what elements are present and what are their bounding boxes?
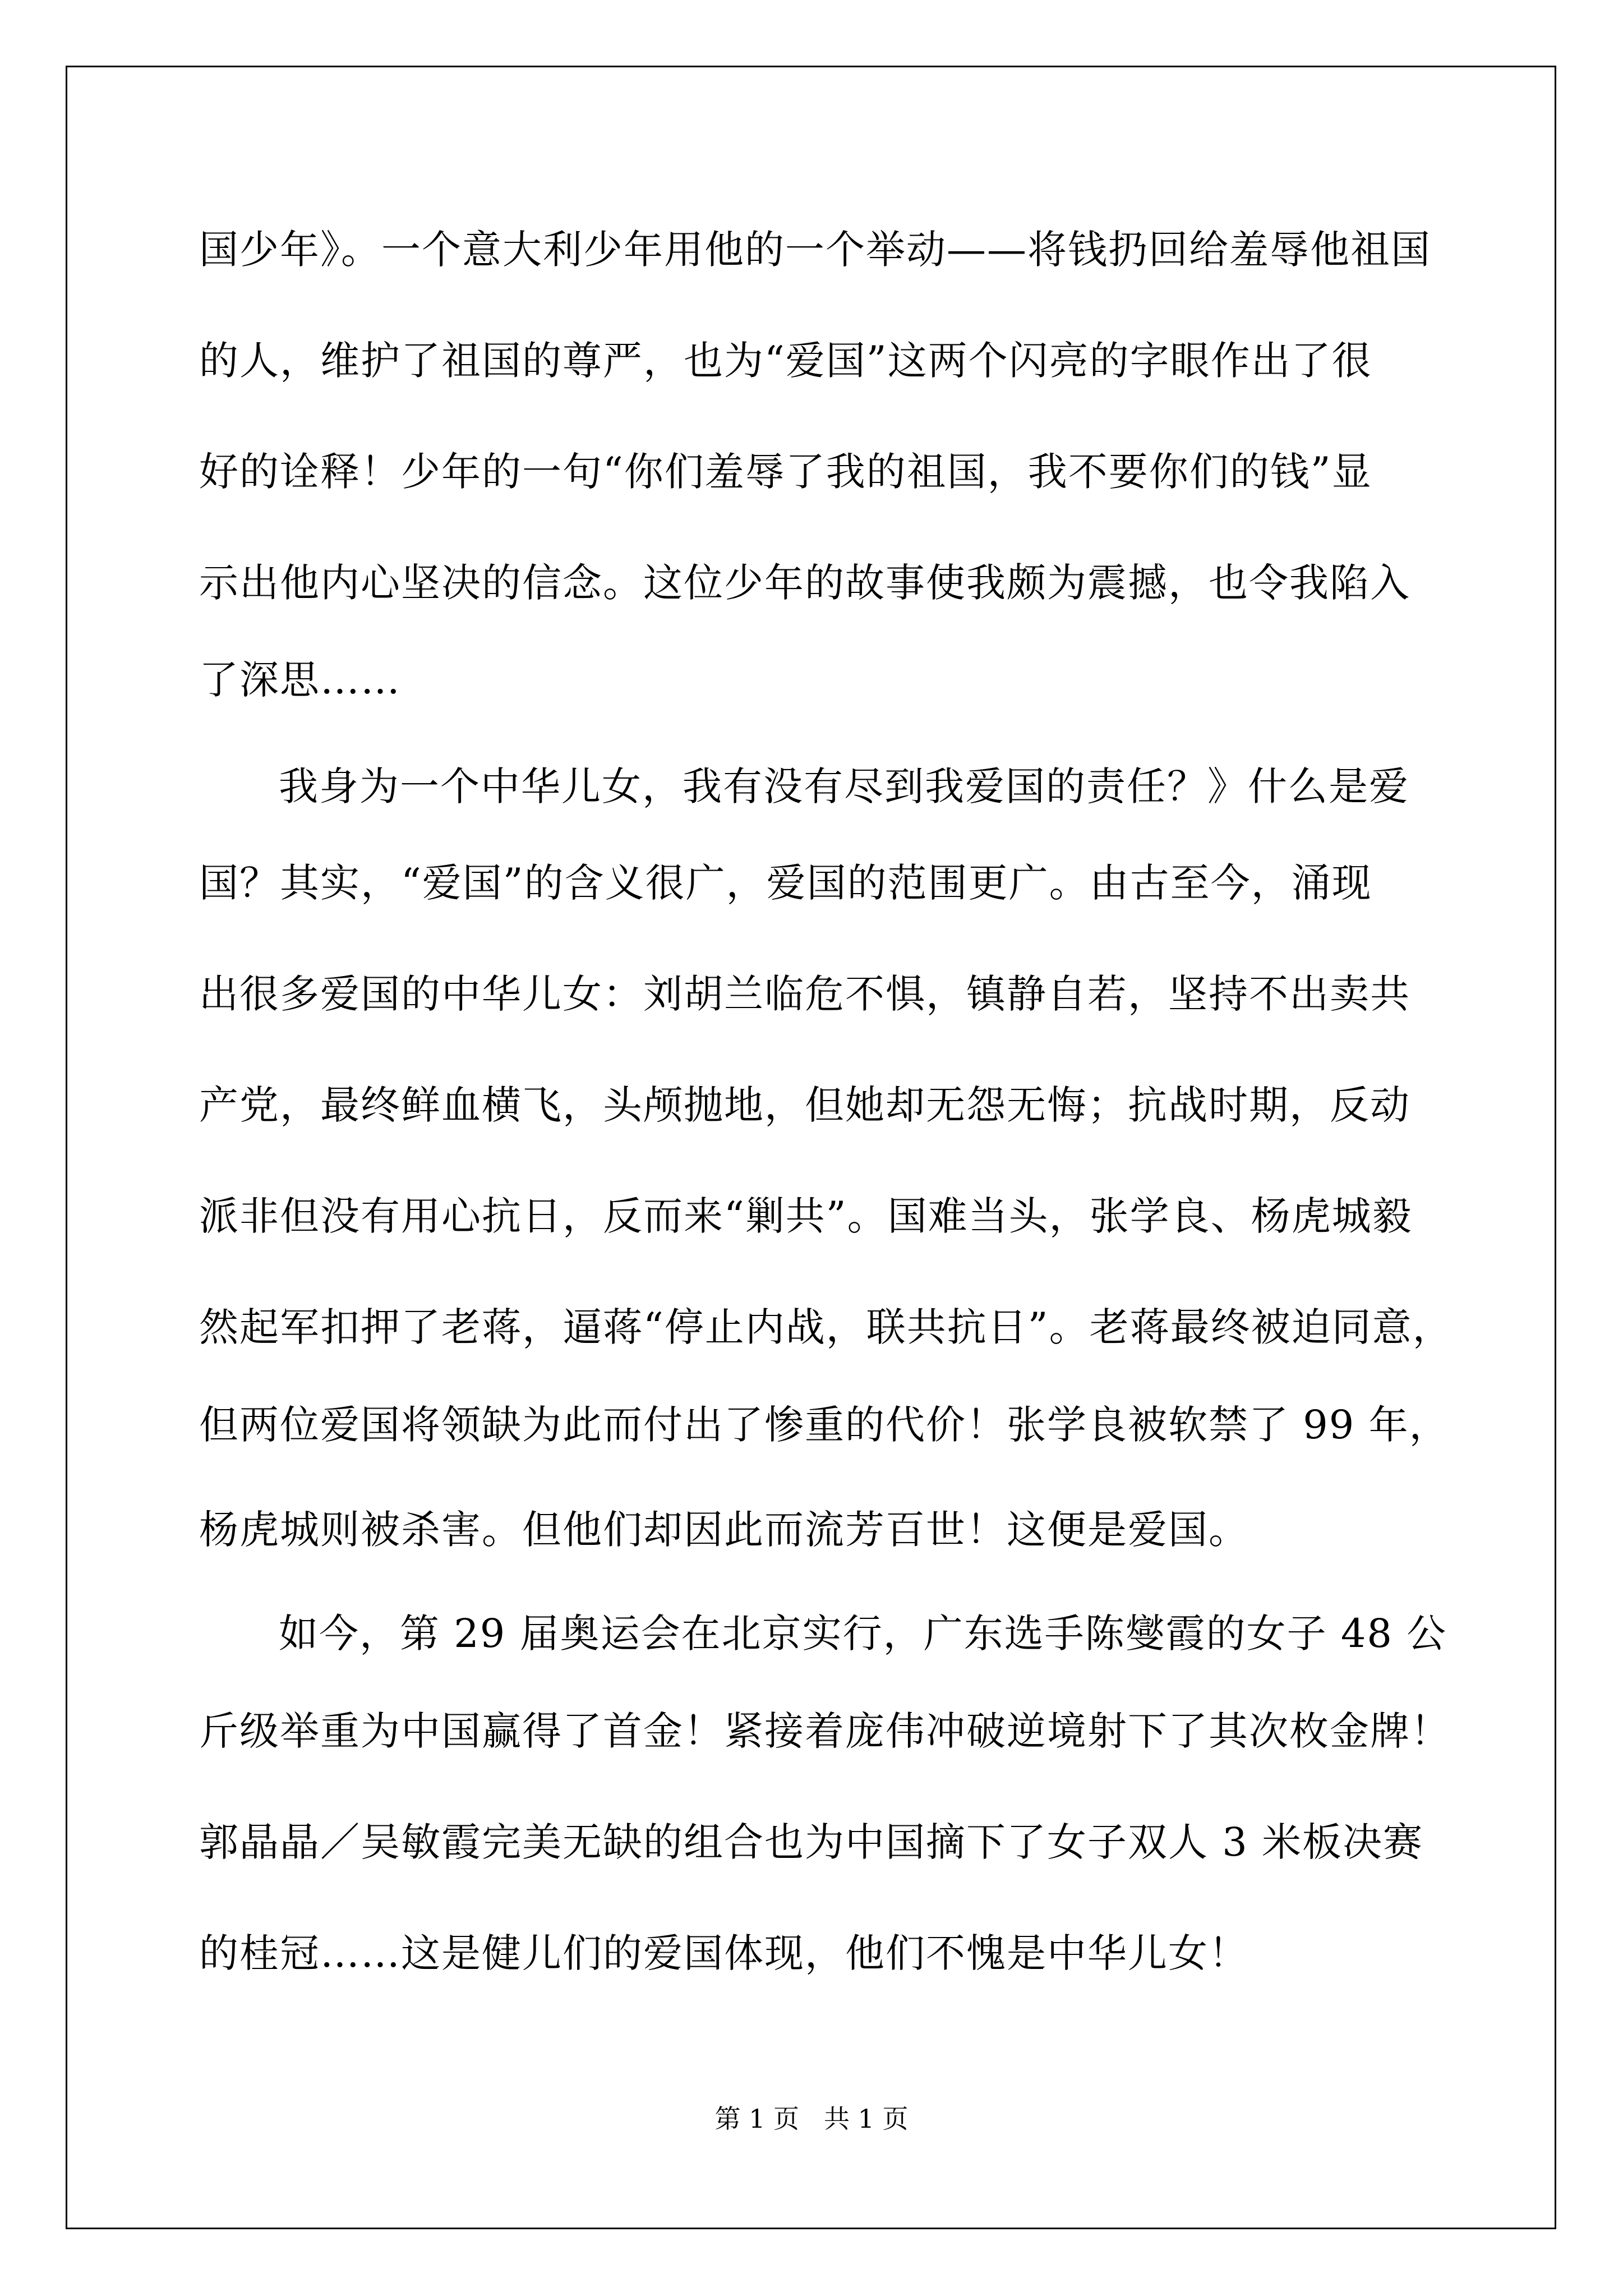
paragraph-1-line-4: 示出他内心坚决的信念。这位少年的故事使我颇为震撼，也令我陷入 (199, 560, 1410, 606)
paragraph-1-line-1: 国少年》。一个意大利少年用他的一个举动——将钱扔回给羞辱他祖国 (199, 227, 1431, 273)
paragraph-2-line-7: 但两位爱国将领缺为此而付出了惨重的代价！张学良被软禁了 99 年， (199, 1402, 1450, 1448)
paragraph-3-line-1: 如今，第 29 届奥运会在北京实行，广东选手陈燮霞的女子 48 公 (279, 1611, 1447, 1657)
paragraph-2-line-4: 产党，最终鲜血横飞，头颅抛地，但她却无怨无悔；抗战时期，反动 (199, 1082, 1410, 1128)
page-footer (0, 2102, 1623, 2136)
total-pages: 共 1 页 (824, 2104, 909, 2134)
paragraph-1-line-3: 好的诠释！少年的一句“你们羞辱了我的祖国，我不要你们的钱”显 (199, 449, 1372, 495)
paragraph-2-line-2: 国？其实，“爱国”的含义很广，爱国的范围更广。由古至今，涌现 (199, 860, 1372, 906)
paragraph-1-line-5: 了深思…… (199, 657, 401, 703)
paragraph-2-line-8: 杨虎城则被杀害。但他们却因此而流芳百世！这便是爱国。 (199, 1507, 1249, 1553)
paragraph-3-line-4: 的桂冠……这是健儿们的爱国体现，他们不愧是中华儿女！ (199, 1930, 1249, 1976)
paragraph-2-line-5: 派非但没有用心抗日，反而来“剿共”。国难当头，张学良、杨虎城毅 (199, 1193, 1413, 1239)
paragraph-3-line-3: 郭晶晶／吴敏霞完美无缺的组合也为中国摘下了女子双人 3 米板决赛 (199, 1819, 1424, 1865)
paragraph-1-line-2: 的人，维护了祖国的尊严，也为“爱国”这两个闪亮的字眼作出了很 (199, 338, 1372, 384)
page-border (66, 66, 1556, 2229)
page-number: 第 1 页 (714, 2104, 799, 2134)
paragraph-2-line-1: 我身为一个中华儿女，我有没有尽到我爱国的责任？》什么是爱 (279, 763, 1409, 809)
paragraph-3-line-2: 斤级举重为中国赢得了首金！紧接着庞伟冲破逆境射下了其次枚金牌！ (199, 1708, 1451, 1754)
paragraph-2-line-3: 出很多爱国的中华儿女：刘胡兰临危不惧，镇静自若，坚持不出卖共 (199, 971, 1410, 1017)
paragraph-2-line-6: 然起军扣押了老蒋，逼蒋“停止内战，联共抗日”。老蒋最终被迫同意， (199, 1304, 1453, 1350)
